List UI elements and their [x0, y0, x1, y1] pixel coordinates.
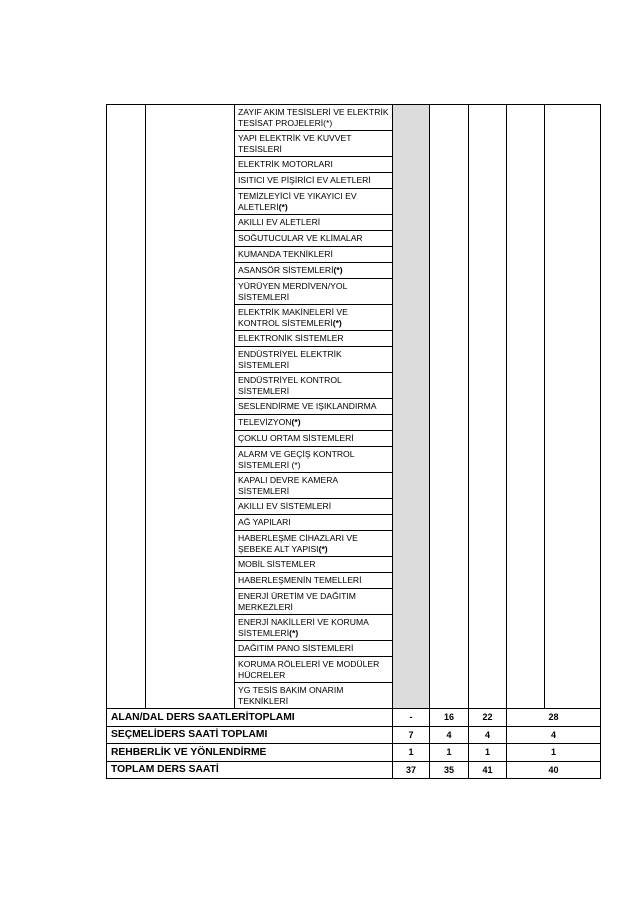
summary-value: 37	[393, 761, 430, 779]
module-name: ELEKTRİK MAKİNELERİ VE KONTROL SİSTEMLERİ(*)	[235, 305, 393, 331]
summary-value: 1	[469, 744, 507, 762]
module-name: ALARM VE GEÇİŞ KONTROL SİSTEMLERİ (*)	[235, 447, 393, 473]
course-cell	[146, 105, 235, 709]
module-name: SESLENDİRME VE IŞIKLANDIRMA	[235, 399, 393, 415]
module-row	[107, 105, 601, 131]
module-name: SOĞUTUCULAR VE KLİMALAR	[235, 231, 393, 247]
summary-value: 1	[393, 744, 430, 762]
summary-value: 1	[430, 744, 469, 762]
grade-cell	[107, 105, 146, 709]
module-name: AKILLI EV SİSTEMLERİ	[235, 499, 393, 515]
summary-value: 16	[430, 709, 469, 727]
required-marker: (*)	[291, 417, 301, 428]
summary-value: -	[393, 709, 430, 727]
summary-row	[107, 726, 601, 744]
module-name: ÇOKLU ORTAM SİSTEMLERİ	[235, 431, 393, 447]
summary-value: 4	[469, 726, 507, 744]
hours-cell	[507, 105, 545, 709]
module-name: TELEVİZYON(*)	[235, 415, 393, 431]
module-name: ENDÜSTRİYEL KONTROL SİSTEMLERİ	[235, 373, 393, 399]
module-name: AKILLI EV ALETLERİ	[235, 215, 393, 231]
hours-cell	[545, 105, 601, 709]
module-name: YÜRÜYEN MERDİVEN/YOL SİSTEMLERİ	[235, 279, 393, 305]
module-name: KUMANDA TEKNİKLERİ	[235, 247, 393, 263]
summary-row	[107, 709, 601, 727]
required-marker: (*)	[333, 265, 343, 276]
module-name: ISITICI VE PİŞİRİCİ EV ALETLERİ	[235, 173, 393, 189]
summary-value: 7	[393, 726, 430, 744]
curriculum-table	[106, 104, 601, 779]
summary-value: 4	[430, 726, 469, 744]
required-marker: (*)	[332, 317, 342, 328]
required-marker: (*)	[318, 543, 328, 554]
module-name: ELEKTRİK MOTORLARI	[235, 157, 393, 173]
module-name: ELEKTRONİK SİSTEMLER	[235, 331, 393, 347]
summary-label: ALAN/DAL DERS SAATLERİTOPLAMI	[107, 709, 393, 727]
summary-value: 41	[469, 761, 507, 779]
module-name: ENERJİ NAKİLLERİ VE KORUMA SİSTEMLERİ(*)	[235, 615, 393, 641]
shaded-hours-cell	[393, 105, 430, 709]
module-name: TEMİZLEYİCİ VE YIKAYICI EV ALETLERİ(*)	[235, 189, 393, 215]
module-name: AĞ YAPILARI	[235, 515, 393, 531]
module-name: YAPI ELEKTRİK VE KUVVET TESİSLERİ	[235, 131, 393, 157]
module-name: MOBİL SİSTEMLER	[235, 557, 393, 573]
module-name: HABERLEŞME CİHAZLARI VE ŞEBEKE ALT YAPISI(*)	[235, 531, 393, 557]
summary-label: TOPLAM DERS SAATİ	[107, 761, 393, 779]
summary-value: 22	[469, 709, 507, 727]
module-name: DAĞITIM PANO SİSTEMLERİ	[235, 641, 393, 657]
module-name: HABERLEŞMENİN TEMELLERİ	[235, 573, 393, 589]
summary-label: REHBERLİK VE YÖNLENDİRME	[107, 744, 393, 762]
module-name: ENDÜSTRİYEL ELEKTRİK SİSTEMLERİ	[235, 347, 393, 373]
summary-value: 40	[507, 761, 601, 779]
required-marker: (*)	[289, 627, 299, 638]
summary-label: SEÇMELİDERS SAATİ TOPLAMI	[107, 726, 393, 744]
summary-row	[107, 744, 601, 762]
module-name: ZAYIF AKIM TESİSLERİ VE ELEKTRİK TESİSAT PROJELERİ(*)	[235, 105, 393, 131]
summary-value: 35	[430, 761, 469, 779]
summary-value: 4	[507, 726, 601, 744]
hours-cell	[430, 105, 469, 709]
required-marker: (*)	[278, 201, 288, 212]
hours-cell	[469, 105, 507, 709]
module-name: ASANSÖR SİSTEMLERİ(*)	[235, 263, 393, 279]
module-name: KORUMA RÖLELERİ VE MODÜLER HÜCRELER	[235, 657, 393, 683]
module-name: KAPALI DEVRE KAMERA SİSTEMLERİ	[235, 473, 393, 499]
module-name: ENERJİ ÜRETİM VE DAĞITIM MERKEZLERİ	[235, 589, 393, 615]
summary-row	[107, 761, 601, 779]
module-name: YG TESİS BAKIM ONARIM TEKNİKLERİ	[235, 683, 393, 709]
summary-value: 28	[507, 709, 601, 727]
summary-value: 1	[507, 744, 601, 762]
